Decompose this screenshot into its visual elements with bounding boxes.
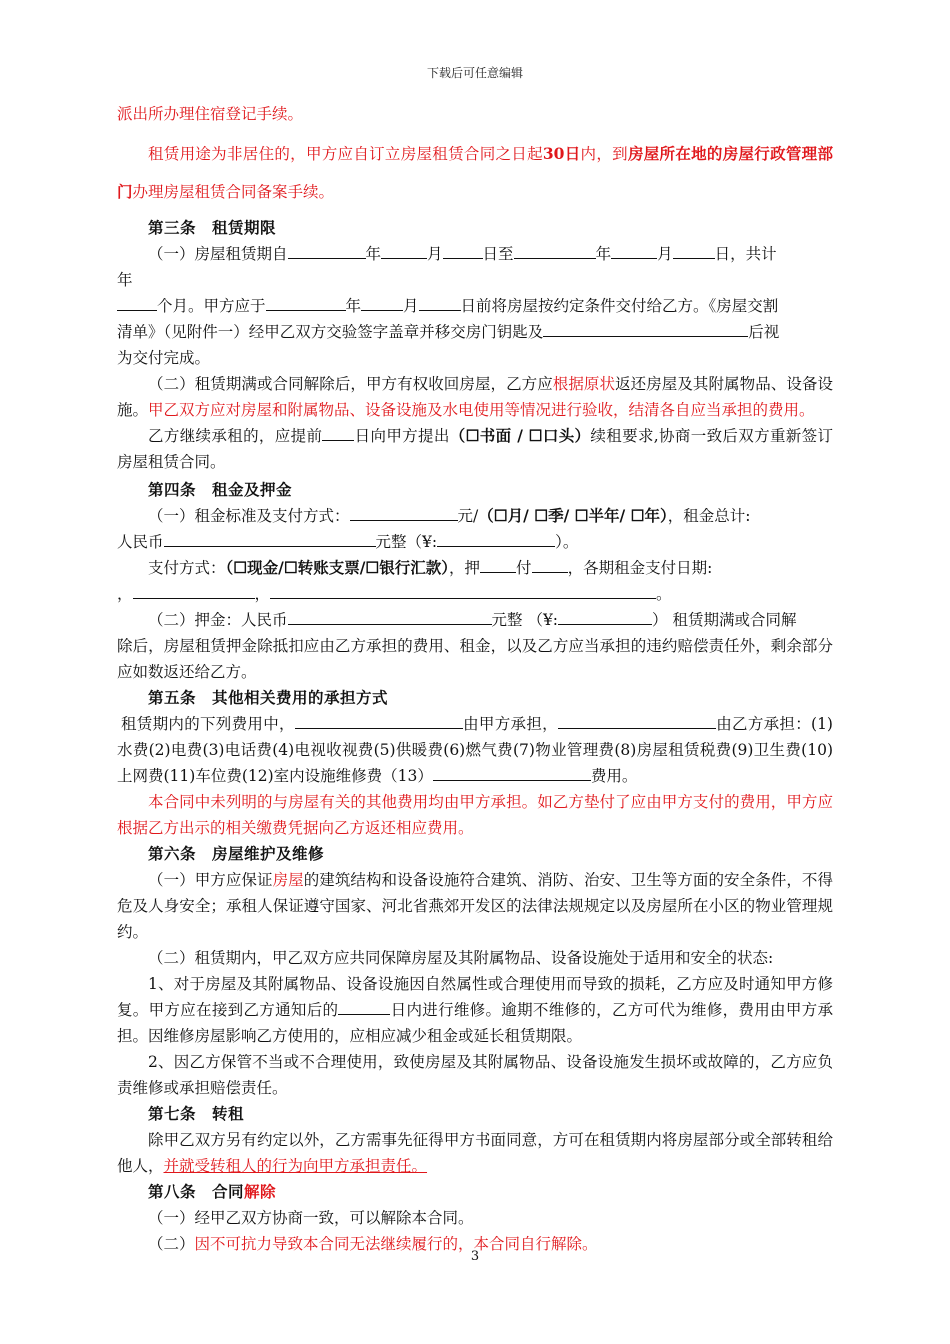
fill-in-blank [437, 530, 555, 547]
fill-in-blank [266, 294, 346, 311]
paragraph-non-residential: 租赁用途为非居住的，甲方应自订立房屋租赁合同之日起30日内，到房屋所在地的房屋行政管理部门办理房屋租赁合同备案手续。 [117, 144, 833, 201]
fill-in-blank [288, 608, 492, 625]
fill-in-blank [322, 424, 354, 441]
article-6-title: 第六条 房屋维护及维修 [148, 844, 325, 863]
fill-in-blank [532, 556, 568, 573]
fill-in-blank [338, 998, 390, 1015]
damage-paragraph: 2、因乙方保管不当或不合理使用，致使房屋及其附属物品、设备设施发生损坏或故障的，乙方应负责维修或承担赔偿责任。 [117, 1053, 833, 1097]
fill-in-blank [443, 242, 483, 259]
fill-in-blank [133, 582, 255, 599]
article-3-title: 第三条 租赁期限 [148, 218, 277, 237]
rent-total-line: 人民币 元整（¥: ）。 [117, 529, 833, 555]
fill-in-blank [558, 608, 652, 625]
fill-in-blank [558, 712, 716, 729]
delivery-line: 个月。甲方应于 年 月 日前将房屋按约定条件交付给乙方。《房屋交割 [117, 293, 833, 319]
lease-end-paragraph: （二）租赁期满或合同解除后，甲方有权收回房屋，乙方应根据原状返还房屋及其附属物品、设备设施。甲乙双方应对房屋和附属物品、设备设施及水电使用等情况进行验收，结清各自应当承担的费用。 [117, 375, 833, 419]
fill-in-blank [117, 294, 157, 311]
maintenance-intro: （二）租赁期内，甲乙双方应共同保障房屋及其附属物品、设备设施处于适用和安全的状态: [148, 949, 774, 967]
page-header: 下载后可任意编辑 [426, 66, 523, 80]
page-number: 3 [470, 1249, 480, 1264]
fill-in-blank [673, 242, 715, 259]
renewal-paragraph: 乙方继续承租的，应提前 日向甲方提出（☐书面 / ☐口头）续租要求,协商一致后双方重新签订房屋租赁合同。 [117, 426, 833, 471]
fill-in-blank [433, 764, 591, 781]
fill-in-blank [295, 712, 463, 729]
fill-in-blank [270, 582, 656, 599]
sublease-paragraph: 除甲乙双方另有约定以外，乙方需事先征得甲方书面同意，方可在租赁期内将房屋部分或全部转租给他人，并就受转租人的行为向甲方承担责任。 [117, 1131, 833, 1175]
payment-dates-line: ， ， 。 [117, 581, 833, 607]
fill-in-blank [611, 242, 657, 259]
fees-paragraph: 租赁期内的下列费用中， 由甲方承担， 由乙方承担：(1)水费(2)电费(3)电话费(4)电视收视费(5)供暖费(6)燃气费(7)物业管理费(8)房屋租赁税费(9)卫生费(10)上网费(11)车位费(12)室内设施维修费（13） 费用。 [117, 711, 833, 789]
fill-in-blank [361, 294, 403, 311]
other-fees-paragraph: 本合同中未列明的与房屋有关的其他费用均由甲方承担。如乙方垫付了应由甲方支付的费用，甲方应根据乙方出示的相关缴费凭据向乙方返还相应费用。 [117, 793, 833, 837]
fill-in-blank [543, 320, 748, 337]
deposit-line: （二）押金：人民币 元整 （¥: ） 租赁期满或合同解 [117, 607, 833, 633]
fill-in-blank [480, 556, 516, 573]
rent-standard-line: （一）租金标准及支付方式： 元/（☐月/ ☐季/ ☐半年/ ☐年），租金总计: [148, 506, 751, 525]
contract-page [117, 96, 833, 1257]
deposit-return: 除后，房屋租赁押金除抵扣应由乙方承担的费用、租金，以及乙方应当承担的违约赔偿责任外，剩余部分应如数返还给乙方。 [117, 637, 833, 681]
article-4-title: 第四条 租金及押金 [148, 480, 293, 499]
handover-complete: 为交付完成。 [117, 349, 211, 367]
fill-in-blank [164, 530, 376, 547]
termination-force-majeure: （二）因不可抗力导致本合同无法继续履行的，本合同自行解除。 [148, 1235, 598, 1253]
fill-in-blank [350, 504, 458, 521]
lease-term-year: 年 [117, 271, 133, 289]
lease-term-line: （一）房屋租赁期自 年 月 日至 年 月 日，共计 [117, 241, 833, 267]
safety-paragraph: （一）甲方应保证房屋的建筑结构和设备设施符合建筑、消防、治安、卫生等方面的安全条件，不得危及人身安全；承租人保证遵守国家、河北省燕郊开发区的法律法规规定以及房屋所在小区的物业管理规约。 [117, 871, 833, 941]
payment-method-line: 支付方式：（☐现金/☐转账支票/☐银行汇款），押 付 ，各期租金支付日期: [148, 558, 713, 577]
paragraph-registration: 派出所办理住宿登记手续。 [117, 105, 304, 123]
article-8-title: 第八条 合同解除 [148, 1182, 277, 1201]
article-7-title: 第七条 转租 [148, 1104, 245, 1123]
termination-agreement: （一）经甲乙双方协商一致，可以解除本合同。 [148, 1209, 474, 1227]
fill-in-blank [514, 242, 596, 259]
article-5-title: 第五条 其他相关费用的承担方式 [148, 688, 389, 707]
handover-line: 清单》（见附件一）经甲乙双方交验签字盖章并移交房门钥匙及 后视 [117, 319, 833, 345]
fill-in-blank [419, 294, 461, 311]
fill-in-blank [288, 242, 366, 259]
fill-in-blank [381, 242, 427, 259]
repair-paragraph: 1、对于房屋及其附属物品、设备设施因自然属性或合理使用而导致的损耗，乙方应及时通知甲方修复。甲方应在接到乙方通知后的 日内进行维修。逾期不维修的，乙方可代为维修，费用由甲方承担。因维修房屋影响乙方使用的，应相应减少租金或延长租赁期限。 [117, 975, 833, 1045]
